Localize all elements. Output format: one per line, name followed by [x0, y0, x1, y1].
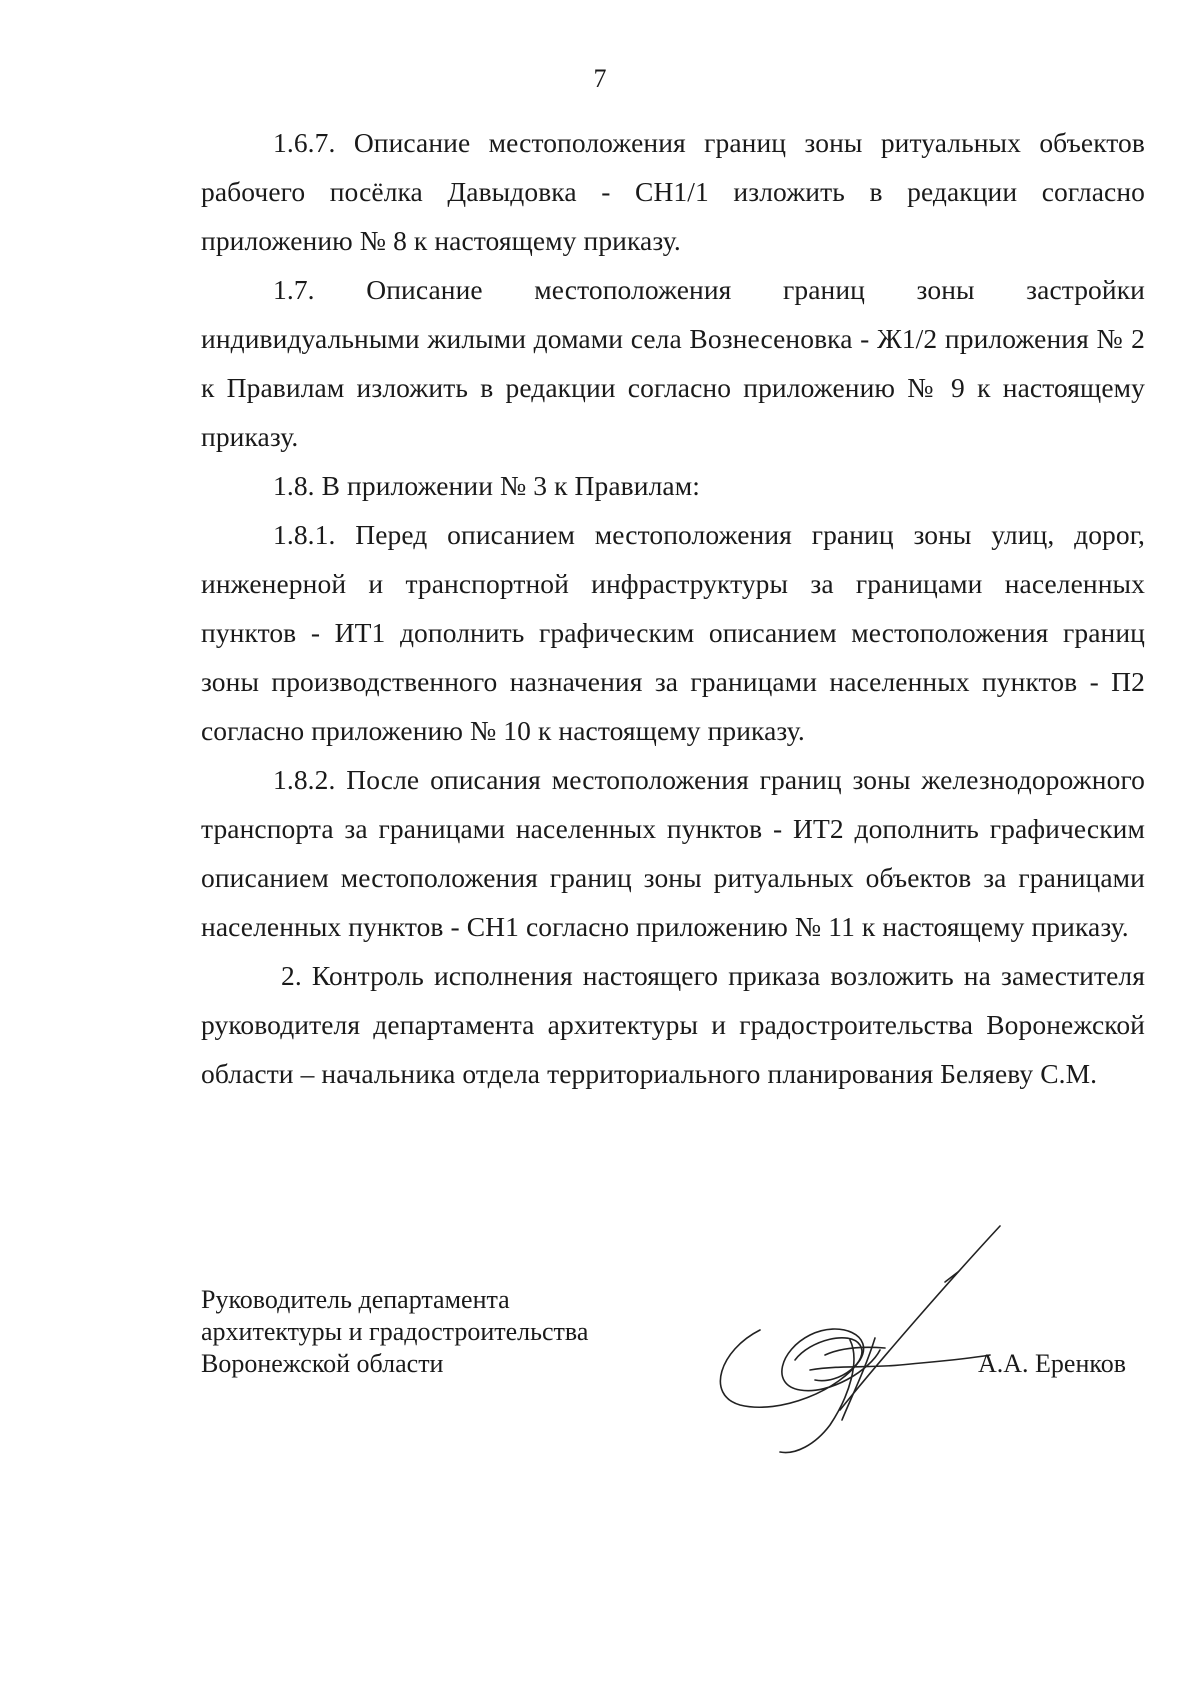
signer-title-line: Руководитель департамента — [201, 1285, 510, 1314]
signer-title — [201, 1284, 588, 1380]
paragraph-1-8-2: 1.8.2. После описания местоположения границ зоны железнодорожного транспорта за границами населенных пунктов - ИТ2 дополнить графическим описанием местоположения границ зоны ритуальных объектов за границами населенных пунктов - СН1 согласно приложению № 11 к настоящему приказу. — [201, 764, 1145, 942]
page-number: 7 — [593, 64, 607, 93]
order-body — [201, 118, 1145, 1098]
paragraph-1-8-1: 1.8.1. Перед описанием местоположения границ зоны улиц, дорог, инженерной и транспортной инфраструктуры за границами населенных пунктов - ИТ1 дополнить графическим описанием местоположения границ зоны производственного назначения за границами населенных пунктов - П2 согласно приложению № 10 к настоящему приказу. — [201, 519, 1145, 746]
paragraph-1-8: 1.8. В приложении № 3 к Правилам: — [273, 470, 700, 501]
paragraph-1-6-7: 1.6.7. Описание местоположения границ зоны ритуальных объектов рабочего посёлка Давыдовка - СН1/1 изложить в редакции согласно приложению № 8 к настоящему приказу. — [201, 127, 1145, 256]
handwritten-signature — [700, 1220, 1030, 1460]
paragraph-2: 2. Контроль исполнения настоящего приказа возложить на заместителя руководителя департамента архитектуры и градостроительства Воронежской области – начальника отдела территориального планирования Беляеву С.М. — [201, 960, 1145, 1089]
signer-name: А.А. Еренков — [978, 1349, 1126, 1378]
paragraph-1-7: 1.7. Описание местоположения границ зоны застройки индивидуальными жилыми домами села Вознесеновка - Ж1/2 приложения № 2 к Правилам изложить в редакции согласно приложению № 9 к настоящему приказу. — [201, 274, 1145, 452]
signer-title-line: Воронежской области — [201, 1349, 444, 1378]
signer-title-line: архитектуры и градостроительства — [201, 1317, 589, 1346]
